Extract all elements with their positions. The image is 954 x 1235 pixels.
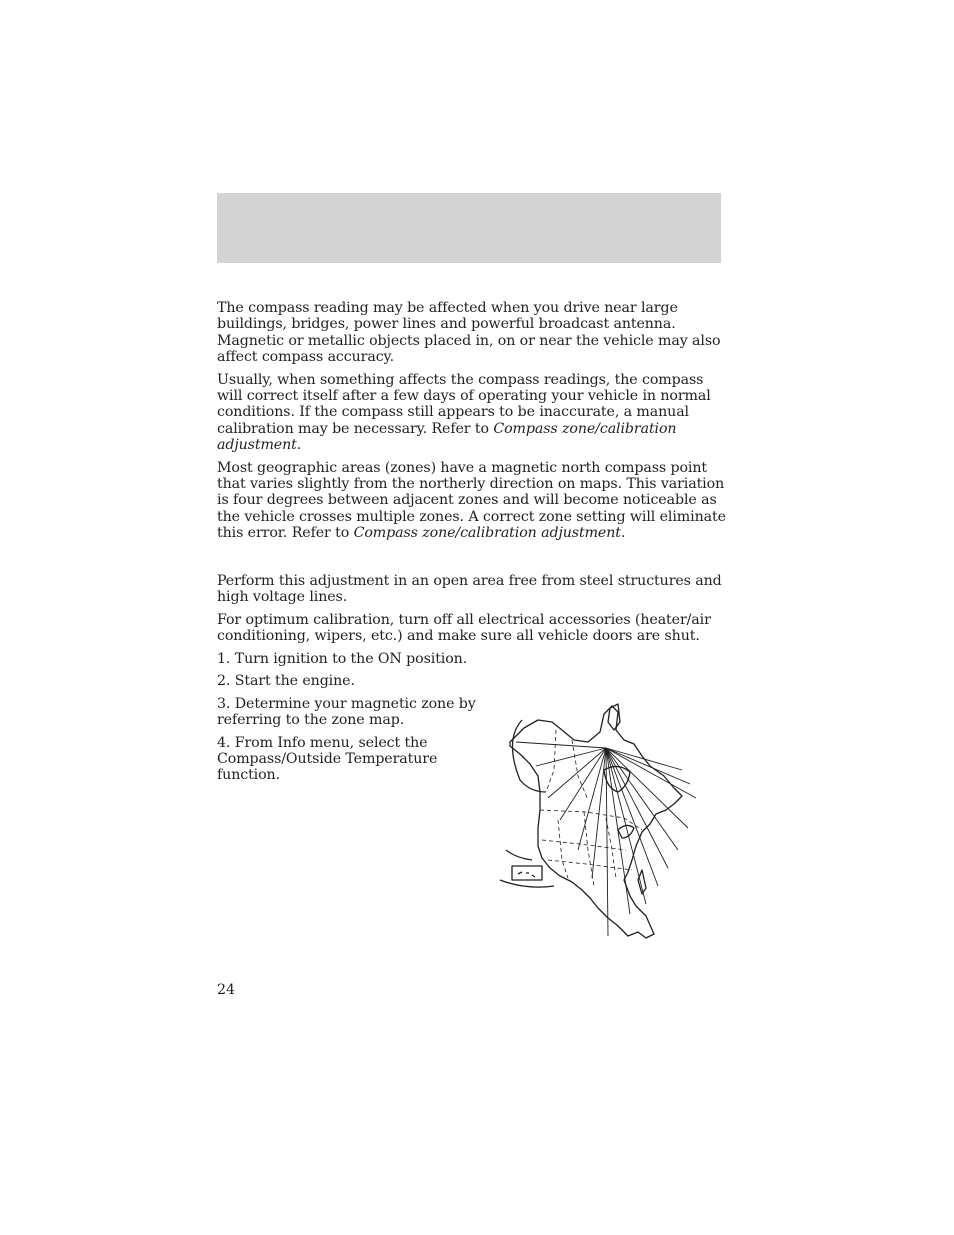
step-2: 2. Start the engine. [217,673,355,690]
paragraph-open-area: Perform this adjustment in an open area free from steel structures and high voltage lines. [217,573,722,606]
period: . [296,437,302,454]
paragraph-optimum: For optimum calibration, turn off all electrical accessories (heater/air conditioning, wipers, etc.) and make sure all vehicle doors are shut. [217,611,711,645]
paragraph-self-correct [217,372,727,454]
period: . [620,525,626,542]
calibration-reference: Compass zone/calibration adjustment [353,525,621,542]
section-header-bar [217,193,721,263]
zone-map-illustration [496,700,706,945]
calibration-section [217,573,727,645]
step-3: 3. Determine your magnetic zone by referring to the zone map. [217,695,476,729]
paragraph-text: Usually, when something affects the compass readings, the compass will correct itself after a few days of operating your vehicle in normal conditions. If the compass still appears to be inaccurate, a manual calibration may be necessary. Refer to [217,371,711,437]
page-number: 24 [217,982,236,998]
compass-accuracy-section [217,300,727,542]
step-4: 4. From Info menu, select the Compass/Outside Temperature function. [217,734,438,784]
calibration-reference: Compass zone/calibration adjustment [217,420,677,454]
paragraph-interference: The compass reading may be affected when you drive near large buildings, bridges, power lines and powerful broadcast antenna. Magnetic or metallic objects placed in, on or near the vehicle may also affect compass accuracy. [217,300,721,366]
paragraph-zones [217,460,727,542]
steps-list [217,651,477,784]
step-1: 1. Turn ignition to the ON position. [217,651,468,667]
paragraph-text: Most geographic areas (zones) have a magnetic north compass point that varies slightly from the northerly direction on maps. This variation is four degrees between adjacent zones and will become noticeable as the vehicle crosses multiple zones. A correct zone setting will eliminate this error. Refer to [217,459,726,542]
